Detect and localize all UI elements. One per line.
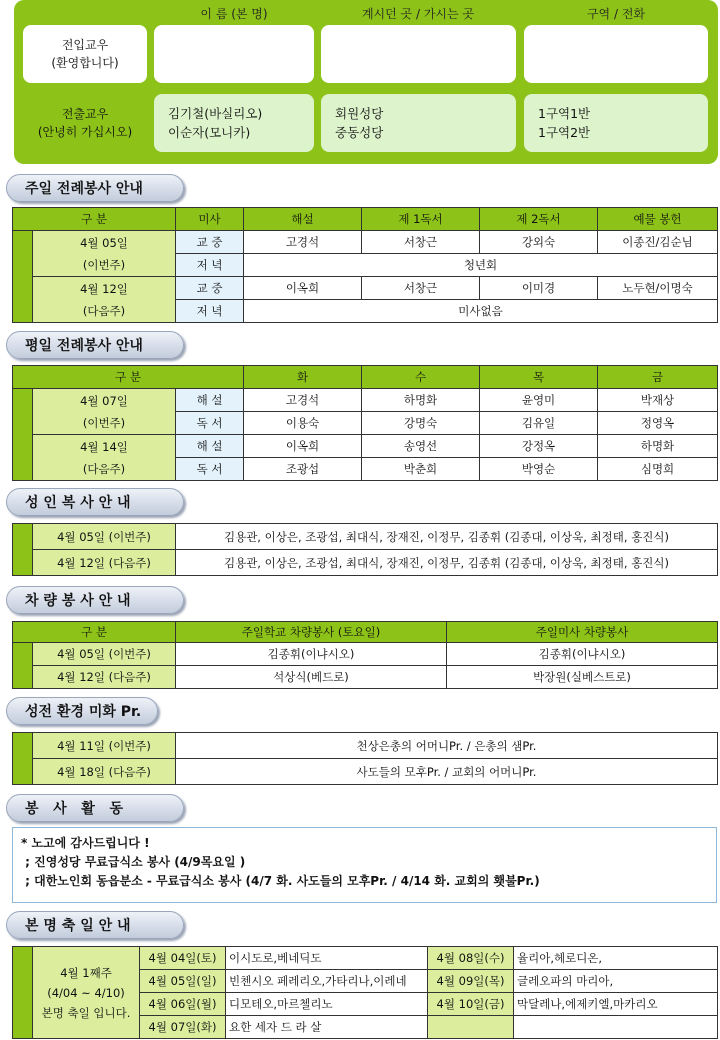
member-change-box [14,0,718,164]
mass-type: 교 중 [176,277,244,300]
fri-assignee: 박재상 [598,389,718,412]
table-row [13,643,718,666]
offering: 노두현/이명숙 [598,277,718,300]
feast-names: 막달레나,에제키엘,마카리오 [514,993,718,1016]
activity-line-thanks: * 노고에 감사드립니다 ! [21,836,150,850]
outgoing-name-2: 이순자(모니카) [168,125,251,140]
green-side-bar [13,389,33,481]
incoming-place-cell [321,25,516,83]
row-date: 4월 12일 (다음주) [33,666,176,689]
sunday-header-reading1: 제 1독서 [362,208,480,231]
outgoing-place-cell [321,94,516,152]
incoming-name-cell [154,25,314,83]
weekday-liturgy-table [12,365,718,481]
server-names: 김용관, 이상은, 조광섭, 최대식, 장재진, 이정무, 김종휘 (김종대, 이상욱, 최정태, 홍진식) [176,550,718,576]
sanctuary-table [12,732,718,785]
green-side-bar [13,231,33,323]
outgoing-name-1: 김기철(바실리오) [168,106,263,121]
reader-2: 강외숙 [480,231,598,254]
activity-line-2: ; 대한노인회 동읍분소 - 무료급식소 봉사 (4/7 화. 사도들의 모후Pr. / 4/14 화. 교회의 횃불Pr.) [21,874,540,888]
feast-names: 디모테오,마르첼리노 [226,993,428,1016]
wed-assignee: 하명화 [362,389,480,412]
feast-day-table [12,946,718,1039]
sunday-liturgy-table [12,207,718,323]
section-title-vehicle: 차 량 봉 사 안 내 [6,586,184,614]
feast-names: 빈첸시오 페레리오,가타리나,이레네 [226,970,428,993]
mass-type: 저 녁 [176,300,244,323]
mass-driver: 박장원(실베스트로) [447,666,718,689]
wed-assignee: 송영선 [362,435,480,458]
sunday-header-division: 구 분 [13,208,176,231]
feast-day: 4월 09일(목) [428,970,514,993]
feast-names [514,1016,718,1039]
thu-assignee: 강정옥 [480,435,598,458]
week-date-cell [33,389,176,435]
week-date-cell [33,231,176,277]
feast-day: 4월 07일(화) [140,1016,226,1039]
table-row [13,666,718,689]
weekday-header-tue: 화 [244,366,362,389]
tue-assignee: 이옥희 [244,435,362,458]
adult-server-table [12,523,718,576]
reader-2: 이미경 [480,277,598,300]
sunday-header-commentary: 해설 [244,208,362,231]
outgoing-label-line1: 전출교우 [61,107,109,121]
outgoing-name-cell [154,94,314,152]
outgoing-zone-2: 1구역2반 [538,125,591,140]
feast-names: 율리아,헤로디온, [514,947,718,970]
week-tag: (이번주) [82,257,126,272]
feast-day: 4월 06일(월) [140,993,226,1016]
feast-week-label [33,947,140,1039]
week-tag: (다음주) [82,461,126,476]
service-activity-box [12,827,717,903]
reader-1: 서창근 [362,231,480,254]
wed-assignee: 박춘희 [362,458,480,481]
table-row [13,389,718,412]
vehicle-service-table [12,621,718,689]
table-row [13,759,718,785]
school-driver: 김종휘(이냐시오) [176,643,447,666]
prae-group: 천상은총의 어머니Pr. / 은총의 샘Pr. [176,733,718,759]
week-date: 4월 14일 [80,439,128,454]
table-row [13,231,718,254]
role: 해 설 [176,389,244,412]
mass-type: 저 녁 [176,254,244,277]
table-row [13,277,718,300]
thu-assignee: 박영순 [480,458,598,481]
table-row [13,435,718,458]
green-side-bar [13,733,33,785]
thu-assignee: 김유일 [480,412,598,435]
week-date: 4월 07일 [80,393,128,408]
green-side-bar [13,524,33,576]
merged-assignment: 청년회 [244,254,718,277]
tue-assignee: 조광섭 [244,458,362,481]
table-row [13,947,718,970]
outgoing-label-line2: (안녕히 가십시오) [37,125,133,139]
merged-assignment: 미사없음 [244,300,718,323]
role: 독 서 [176,412,244,435]
sunday-header-mass: 미사 [176,208,244,231]
vehicle-header-mass: 주일미사 차량봉사 [447,622,718,643]
header-zone: 구역 / 전화 [586,7,646,21]
week-tag: (다음주) [82,303,126,318]
table-row [13,733,718,759]
header-name: 이 름 (본 명) [200,7,268,21]
incoming-label [23,25,147,83]
section-title-sanctuary: 성전 환경 미화 Pr. [6,697,158,725]
offering: 이종진/김순님 [598,231,718,254]
tue-assignee: 고경석 [244,389,362,412]
feast-week-line3: 본명 축일 입니다. [41,1005,131,1020]
row-date: 4월 12일 (다음주) [33,550,176,576]
feast-names: 이시도로,베네딕도 [226,947,428,970]
thu-assignee: 윤영미 [480,389,598,412]
mass-driver: 김종휘(이냐시오) [447,643,718,666]
feast-day: 4월 04일(토) [140,947,226,970]
week-date: 4월 12일 [80,281,128,296]
role: 독 서 [176,458,244,481]
fri-assignee: 하명화 [598,435,718,458]
green-side-bar [13,947,33,1039]
feast-day: 4월 08일(수) [428,947,514,970]
week-date: 4월 05일 [80,235,128,250]
commentator: 고경석 [244,231,362,254]
weekday-header-wed: 수 [362,366,480,389]
wed-assignee: 강명숙 [362,412,480,435]
activity-line-1: ; 진영성당 무료급식소 봉사 (4/9목요일 ) [21,855,246,869]
fri-assignee: 정영옥 [598,412,718,435]
school-driver: 석상식(베드로) [176,666,447,689]
role: 해 설 [176,435,244,458]
feast-week-line2: (4/04 ~ 4/10) [47,985,125,1000]
fri-assignee: 심명희 [598,458,718,481]
week-date-cell [33,277,176,323]
outgoing-label [23,94,147,152]
row-date: 4월 05일 (이번주) [33,524,176,550]
sunday-header-reading2: 제 2독서 [480,208,598,231]
prae-group: 사도들의 모후Pr. / 교회의 어머니Pr. [176,759,718,785]
tue-assignee: 이용숙 [244,412,362,435]
server-names: 김용관, 이상은, 조광섭, 최대식, 장재진, 이정무, 김종휘 (김종대, 이상욱, 최정태, 홍진식) [176,524,718,550]
section-title-service: 봉 사 활 동 [6,794,184,822]
outgoing-zone-cell [524,94,708,152]
weekday-header-thu: 목 [480,366,598,389]
incoming-label-line2: (환영합니다) [51,56,119,70]
feast-week-line1: 4월 1째주 [60,965,112,980]
week-date-cell [33,435,176,481]
outgoing-zone-1: 1구역1반 [538,106,591,121]
sunday-header-offering: 예물 봉헌 [598,208,718,231]
section-title-adult-server: 성 인 복 사 안 내 [6,488,184,516]
row-date: 4월 05일 (이번주) [33,643,176,666]
feast-day: 4월 05일(일) [140,970,226,993]
section-title-sunday: 주일 전례봉사 안내 [6,174,184,202]
row-date: 4월 11일 (이번주) [33,733,176,759]
header-place: 계시던 곳 / 가시는 곳 [361,7,475,21]
table-row [13,524,718,550]
green-side-bar [13,643,33,689]
weekday-header-fri: 금 [598,366,718,389]
incoming-label-line1: 전입교우 [61,38,109,52]
commentator: 이옥희 [244,277,362,300]
outgoing-place-1: 회원성당 [335,106,384,121]
row-date: 4월 18일 (다음주) [33,759,176,785]
section-title-feast: 본 명 축 일 안 내 [6,911,184,939]
weekday-header-division: 구 분 [13,366,244,389]
feast-names: 요한 세자 드 라 살 [226,1016,428,1039]
vehicle-header-division: 구 분 [13,622,176,643]
week-tag: (이번주) [82,415,126,430]
feast-day: 4월 10일(금) [428,993,514,1016]
outgoing-place-2: 중동성당 [335,125,384,140]
incoming-zone-cell [524,25,708,83]
feast-day [428,1016,514,1039]
reader-1: 서창근 [362,277,480,300]
vehicle-header-school: 주일학교 차량봉사 (토요일) [176,622,447,643]
feast-names: 글레오파의 마리아, [514,970,718,993]
mass-type: 교 중 [176,231,244,254]
section-title-weekday: 평일 전례봉사 안내 [6,331,184,359]
table-row [13,550,718,576]
